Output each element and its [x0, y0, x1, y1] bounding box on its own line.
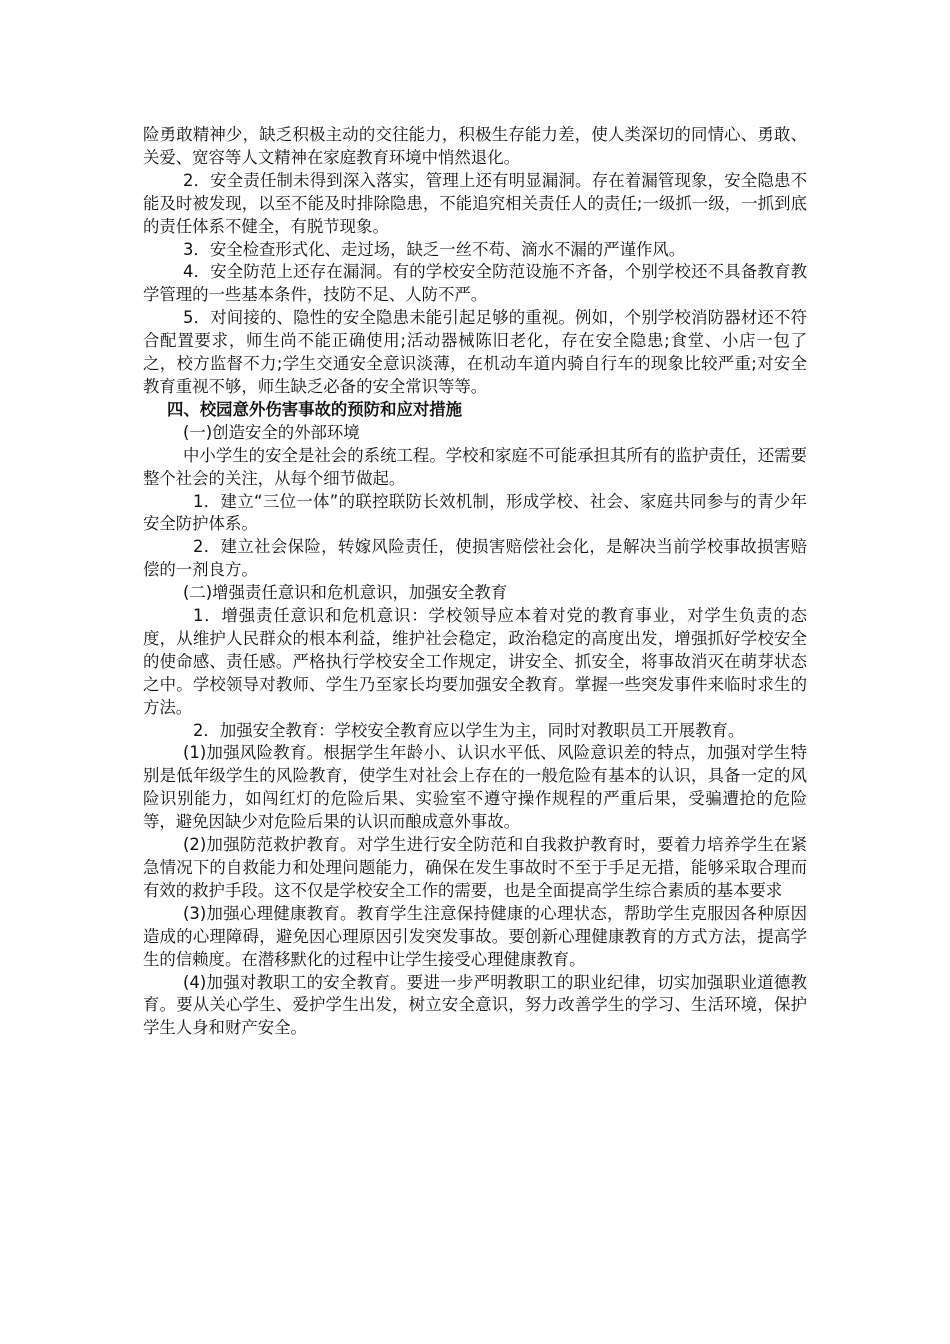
document-body	[143, 124, 807, 1040]
paragraph-issue-4: 4．安全防范上还存在漏洞。有的学校安全防范设施不齐备，个别学校还不具备教育教学管理的一些基本条件，技防不足、人防不严。	[143, 262, 807, 305]
paragraph-risk-education: (1)加强风险教育。根据学生年龄小、认识水平低、风险意识差的特点，加强对学生特别是低年级学生的风险教育，使学生对社会上存在的一般危险有基本的认识，具备一定的风险识别能力，如闯红灯的危险后果、实验室不遵守操作规程的严重后果，受骗遭抢的危险等，避免因缺少对危险后果的认识而酿成意外事故。	[143, 743, 807, 832]
paragraph-issue-2: 2．安全责任制未得到深入落实，管理上还有明显漏洞。存在着漏管现象，安全隐患不能及时被发现，以至不能及时排除隐患，不能追究相关责任人的责任;一级抓一级，一抓到底的责任体系不健全，有脱节现象。	[143, 170, 807, 236]
paragraph-issue-3: 3．安全检查形式化、走过场，缺乏一丝不苟、滴水不漏的严谨作风。	[183, 239, 686, 259]
paragraph-measure-1: 1．建立“三位一体”的联控联防长效机制，形成学校、社会、家庭共同参与的青少年安全防护体系。	[143, 491, 807, 534]
subsection-heading-1: (一)创造安全的外部环境	[183, 422, 360, 442]
section-heading-4: 四、校园意外伤害事故的预防和应对措施	[167, 399, 463, 419]
paragraph-responsibility: 1．增强责任意识和危机意识：学校领导应本着对党的教育事业，对学生负责的态度，从维护人民群众的根本利益，维护社会稳定，政治稳定的高度出发，增强抓好学校安全的使命感、责任感。严格执行学校安全工作规定，讲安全、抓安全，将事故消灭在萌芽状态之中。学校领导对教师、学生乃至家长均要加强安全教育。掌握一些突发事件来临时求生的方法。	[143, 606, 807, 717]
paragraph-mental-health: (3)加强心理健康教育。教育学生注意保持健康的心理状态，帮助学生克服因各种原因造成的心理障碍，避免因心理原因引发突发事故。要创新心理健康教育的方式方法，提高学生的信赖度。在潜移默化的过程中让学生接受心理健康教育。	[143, 903, 807, 969]
paragraph-continuation: 险勇敢精神少，缺乏积极主动的交往能力，积极生存能力差，使人类深切的同情心、勇敢、关爱、宽容等人文精神在家庭教育环境中悄然退化。	[143, 125, 807, 167]
paragraph-staff-education: (4)加强对教职工的安全教育。要进一步严明教职工的职业纪律，切实加强职业道德教育。要从关心学生、爱护学生出发，树立安全意识，努力改善学生的学习、生活环境，保护学生人身和财产安全。	[143, 972, 807, 1038]
paragraph-rescue-education: (2)加强防范救护教育。对学生进行安全防范和自我救护教育时，要着力培养学生在紧急情况下的自救能力和处理问题能力，确保在发生事故时不至于手足无措，能够采取合理而有效的救护手段。这不仅是学校安全工作的需要，也是全面提高学生综合素质的基本要求	[143, 835, 807, 900]
paragraph-intro-society: 中小学生的安全是社会的系统工程。学校和家庭不可能承担其所有的监护责任，还需要整个社会的关注，从每个细节做起。	[143, 445, 807, 488]
paragraph-safety-education: 2．加强安全教育：学校安全教育应以学生为主，同时对教职员工开展教育。	[193, 720, 745, 740]
paragraph-measure-2: 2．建立社会保险，转嫁风险责任，使损害赔偿社会化，是解决当前学校事故损害赔偿的一剂良方。	[143, 537, 807, 580]
subsection-heading-2: (二)增强责任意识和危机意识，加强安全教育	[183, 583, 508, 603]
paragraph-issue-5: 5．对间接的、隐性的安全隐患未能引起足够的重视。例如，个别学校消防器材还不符合配置要求，师生尚不能正确使用;活动器械陈旧老化，存在安全隐患;食堂、小店一包了之，校方监督不力;学生交通安全意识淡薄，在机动车道内骑自行车的现象比较严重;对安全教育重视不够，师生缺乏必备的安全常识等等。	[143, 308, 807, 396]
